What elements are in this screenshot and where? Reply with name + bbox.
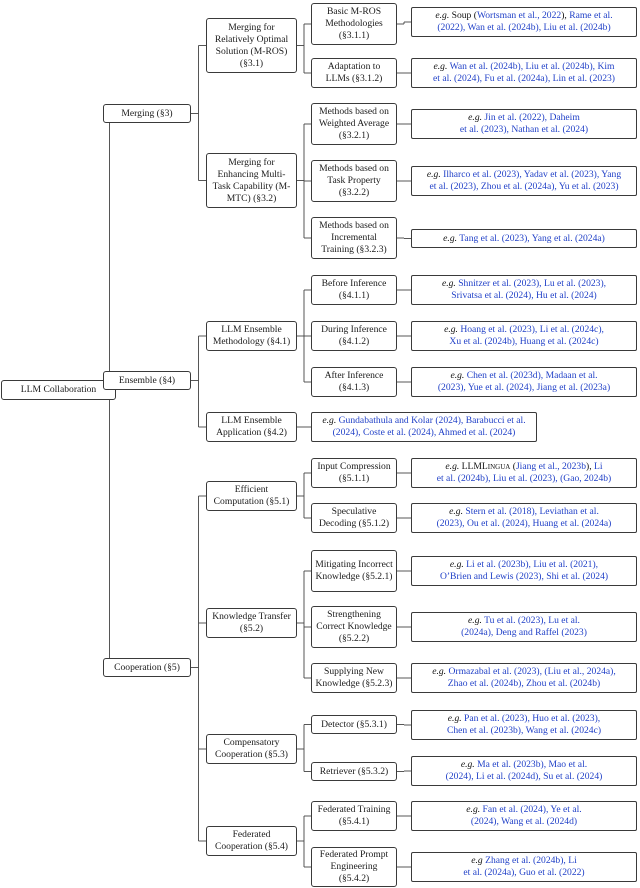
- category-knowledge-transfer: Knowledge Transfer (§5.2): [206, 608, 297, 638]
- sub-basic-mros: Basic M-ROS Methodologies (§3.1.1): [311, 3, 397, 45]
- eg-label: e.g.: [433, 61, 448, 72]
- refs-mitigating-incorrect: [411, 556, 637, 586]
- reference-line: [438, 370, 610, 382]
- branch-ensemble: Ensemble (§4): [103, 371, 191, 390]
- citation-text: LLMLingua: [459, 461, 511, 472]
- refs-retriever: [411, 756, 637, 786]
- category-mmtc: Merging for Enhancing Multi-Task Capability (M-MTC) (§3.2): [206, 153, 297, 208]
- category-compensatory-cooperation: Compensatory Cooperation (§5.3): [206, 734, 297, 764]
- eg-label: e.g.: [449, 559, 464, 570]
- refs-federated-training: [411, 801, 637, 831]
- citation-text: (: [510, 461, 516, 472]
- reference-lines: [463, 855, 584, 879]
- reference-line: [444, 324, 604, 336]
- reference-lines: [461, 615, 587, 639]
- sub-adaptation-llms: Adaptation to LLMs (§3.1.2): [311, 58, 397, 88]
- refs-supplying-new: [411, 663, 637, 693]
- reference-line: [433, 61, 615, 73]
- citation-text[interactable]: Wan et al. (2024b), Liu et al. (2024b), Kim: [447, 61, 615, 72]
- reference-line: [460, 112, 588, 124]
- eg-label: e.g.: [450, 370, 465, 381]
- citation-text[interactable]: Shnitzer et al. (2023), Lu et al. (2023),: [455, 278, 607, 289]
- reference-line: [442, 278, 606, 290]
- refs-before-inference: [411, 275, 637, 305]
- reference-lines: [432, 666, 616, 690]
- eg-label: e.g.: [435, 10, 450, 21]
- sub-detector: Detector (§5.3.1): [311, 715, 397, 734]
- citation-text[interactable]: Ilharco et al. (2023), Yadav et al. (2023), Yang: [440, 169, 622, 180]
- citation-text[interactable]: O’Brien and Lewis (2023), Shi et al. (2024): [439, 571, 609, 582]
- reference-line: [440, 559, 608, 571]
- citation-text[interactable]: Tu et al. (2023), Lu et al.: [481, 615, 580, 626]
- reference-line: [447, 713, 601, 725]
- reference-line: [437, 473, 612, 485]
- reference-line: [322, 427, 525, 439]
- eg-label: e.g.: [447, 713, 462, 724]
- citation-text[interactable]: Li: [594, 461, 603, 472]
- refs-basic-mros: [411, 7, 637, 37]
- refs-ensemble-application: [311, 412, 537, 442]
- reference-line: [444, 336, 604, 348]
- refs-adaptation-llms: [411, 58, 637, 88]
- citation-text[interactable]: (2024a), Deng and Raffel (2023): [461, 627, 587, 638]
- citation-text[interactable]: et al. (2024b), Liu et al. (2023), (Gao, 2024b): [436, 473, 612, 484]
- refs-incremental-training: [411, 229, 637, 248]
- citation-text[interactable]: Chen et al. (2023d), Madaan et al.: [464, 370, 598, 381]
- citation-text: ),: [586, 461, 595, 472]
- reference-lines: [442, 278, 606, 302]
- citation-text[interactable]: Rame et al.: [569, 10, 613, 21]
- reference-lines: [447, 713, 601, 737]
- citation-text[interactable]: Ormazabal et al. (2023), (Liu et al., 2024a),: [446, 666, 616, 677]
- citation-text[interactable]: Zhao et al. (2024b), Zhou et al. (2024b): [447, 678, 601, 689]
- sub-during-inference: During Inference (§4.1.2): [311, 321, 397, 351]
- reference-lines: [440, 559, 608, 583]
- sub-task-property: Methods based on Task Property (§3.2.2): [311, 160, 397, 202]
- citation-text[interactable]: et al. (2023), Zhou et al. (2024a), Yu et al. (2023): [429, 181, 619, 192]
- reference-lines: [427, 169, 621, 193]
- category-efficient-computation: Efficient Computation (§5.1): [206, 481, 297, 511]
- root-node: LLM Collaboration: [1, 380, 116, 400]
- eg-label: e.g.: [466, 804, 481, 815]
- citation-text[interactable]: (2023), Ou et al. (2024), Huang et al. (2024a): [436, 518, 612, 529]
- reference-line: [461, 615, 587, 627]
- reference-line: [435, 10, 612, 22]
- reference-line: [427, 181, 621, 193]
- refs-weighted-average: [411, 109, 637, 139]
- citation-text[interactable]: Jiang et al., 2023b: [515, 461, 587, 472]
- reference-line: [446, 771, 603, 783]
- eg-label: e.g.: [460, 759, 475, 770]
- reference-lines: [446, 759, 603, 783]
- reference-line: [322, 415, 525, 427]
- reference-lines: [433, 61, 615, 85]
- reference-lines: [466, 804, 581, 828]
- reference-lines: [460, 112, 588, 136]
- citation-text[interactable]: Ma et al. (2023b), Mao et al.: [474, 759, 588, 770]
- refs-detector: [411, 710, 637, 740]
- sub-weighted-average: Methods based on Weighted Average (§3.2.1): [311, 103, 397, 145]
- branch-cooperation: Cooperation (§5): [103, 658, 191, 677]
- citation-text[interactable]: Chen et al. (2023b), Wang et al. (2024c): [446, 725, 602, 736]
- eg-label: e.g.: [441, 278, 456, 289]
- citation-text[interactable]: (2022), Wan et al. (2024b), Liu et al. (2024b): [437, 22, 611, 33]
- eg-label: e.g.: [426, 169, 441, 180]
- reference-line: [427, 169, 621, 181]
- reference-line: [463, 867, 584, 879]
- sub-supplying-new: Supplying New Knowledge (§5.2.3): [311, 663, 397, 693]
- citation-text[interactable]: Srivatsa et al. (2024), Hu et al. (2024): [451, 290, 597, 301]
- citation-text[interactable]: Tang et al. (2023), Yang et al. (2024a): [457, 232, 605, 244]
- citation-text[interactable]: Fan et al. (2024), Ye et al.: [480, 804, 582, 815]
- reference-lines: [437, 461, 612, 485]
- reference-lines: [444, 324, 604, 348]
- category-ensemble-application: LLM Ensemble Application (§4.2): [206, 412, 297, 442]
- refs-input-compression: [411, 458, 637, 488]
- reference-line: [435, 22, 612, 34]
- citation-text[interactable]: et al. (2024a), Guo et al. (2022): [463, 867, 585, 878]
- branch-merging: Merging (§3): [103, 104, 191, 123]
- reference-line: [460, 124, 588, 136]
- citation-text[interactable]: et al. (2024), Fu et al. (2024a), Lin et al. (2023): [433, 73, 615, 84]
- citation-text: Soup (: [449, 10, 477, 21]
- reference-line: [437, 518, 612, 530]
- reference-line: [437, 461, 612, 473]
- citation-text[interactable]: (2024), Li et al. (2024d), Su et al. (2024): [445, 771, 603, 782]
- reference-line: [461, 627, 587, 639]
- reference-line: [437, 506, 612, 518]
- category-mros: Merging for Relatively Optimal Solution (M-ROS) (§3.1): [206, 18, 297, 73]
- sub-mitigating-incorrect: Mitigating Incorrect Knowledge (§5.2.1): [311, 550, 397, 592]
- citation-text[interactable]: Li et al. (2023b), Liu et al. (2021),: [463, 559, 599, 570]
- citation-text: ),: [561, 10, 570, 21]
- sub-speculative-decoding: Speculative Decoding (§5.1.2): [311, 503, 397, 533]
- eg-label: e.g.: [322, 415, 337, 426]
- citation-text[interactable]: (2023), Yue et al. (2024), Jiang et al. (2023a): [437, 382, 611, 393]
- reference-line: [447, 725, 601, 737]
- refs-task-property: [411, 166, 637, 196]
- citation-text[interactable]: Wortsman et al., 2022: [476, 10, 562, 21]
- refs-federated-prompt: [411, 852, 637, 882]
- reference-lines: [437, 506, 612, 530]
- eg-label: e.g.: [468, 112, 483, 123]
- citation-text[interactable]: Xu et al. (2024b), Huang et al. (2024c): [449, 336, 599, 347]
- category-federated-cooperation: Federated Cooperation (§5.4): [206, 826, 297, 856]
- sub-strengthening-correct: Strengthening Correct Knowledge (§5.2.2): [311, 606, 397, 648]
- citation-text[interactable]: (2024), Wang et al. (2024d): [470, 816, 578, 827]
- refs-after-inference: [411, 367, 637, 397]
- sub-federated-training: Federated Training (§5.4.1): [311, 801, 397, 831]
- sub-before-inference: Before Inference (§4.1.1): [311, 275, 397, 305]
- reference-line: [432, 666, 616, 678]
- eg-label: e.g.: [468, 615, 482, 626]
- refs-speculative-decoding: [411, 503, 637, 533]
- refs-strengthening-correct: [411, 612, 637, 642]
- reference-line: [438, 382, 610, 394]
- citation-text[interactable]: Jin et al. (2022), Daheim: [482, 112, 580, 123]
- refs-during-inference: [411, 321, 637, 351]
- reference-lines: [435, 10, 612, 34]
- sub-input-compression: Input Compression (§5.1.1): [311, 458, 397, 488]
- citation-text[interactable]: Stern et al. (2018), Leviathan et al.: [462, 506, 599, 517]
- category-ensemble-methodology: LLM Ensemble Methodology (§4.1): [206, 321, 297, 351]
- citation-text[interactable]: et al. (2023), Nathan et al. (2024): [459, 124, 589, 135]
- sub-incremental-training: Methods based on Incremental Training (§3.2.3): [311, 217, 397, 259]
- reference-lines: [438, 370, 610, 394]
- eg-label: e.g.: [445, 461, 460, 472]
- reference-line: [442, 290, 606, 302]
- citation-text[interactable]: Hoang et al. (2023), Li et al. (2024c),: [457, 324, 604, 335]
- reference-line: [440, 571, 608, 583]
- eg-label: e.g.: [444, 324, 458, 335]
- reference-lines: [322, 415, 525, 439]
- reference-line: [466, 816, 581, 828]
- reference-line: [466, 804, 581, 816]
- eg-label: e.g.: [449, 506, 463, 517]
- reference-line: [463, 855, 584, 867]
- reference-lines: [443, 233, 605, 245]
- reference-line: [432, 678, 616, 690]
- reference-line: [433, 73, 615, 85]
- reference-line: [446, 759, 603, 771]
- citation-text[interactable]: Gundabathula and Kolar (2024), Barabucci et al.: [336, 415, 526, 426]
- reference-line: [443, 233, 605, 245]
- sub-retriever: Retriever (§5.3.2): [311, 762, 397, 781]
- citation-text[interactable]: (2024), Coste et al. (2024), Ahmed et al. (2024): [332, 427, 516, 438]
- sub-after-inference: After Inference (§4.1.3): [311, 367, 397, 397]
- eg-label: e.g.: [443, 232, 458, 244]
- citation-text[interactable]: Zhang et al. (2024b), Li: [482, 855, 577, 866]
- citation-text[interactable]: Pan et al. (2023), Huo et al. (2023),: [461, 713, 601, 724]
- sub-federated-prompt: Federated Prompt Engineering (§5.4.2): [311, 847, 397, 887]
- eg-label: e.g: [471, 855, 483, 866]
- eg-label: e.g.: [432, 666, 447, 677]
